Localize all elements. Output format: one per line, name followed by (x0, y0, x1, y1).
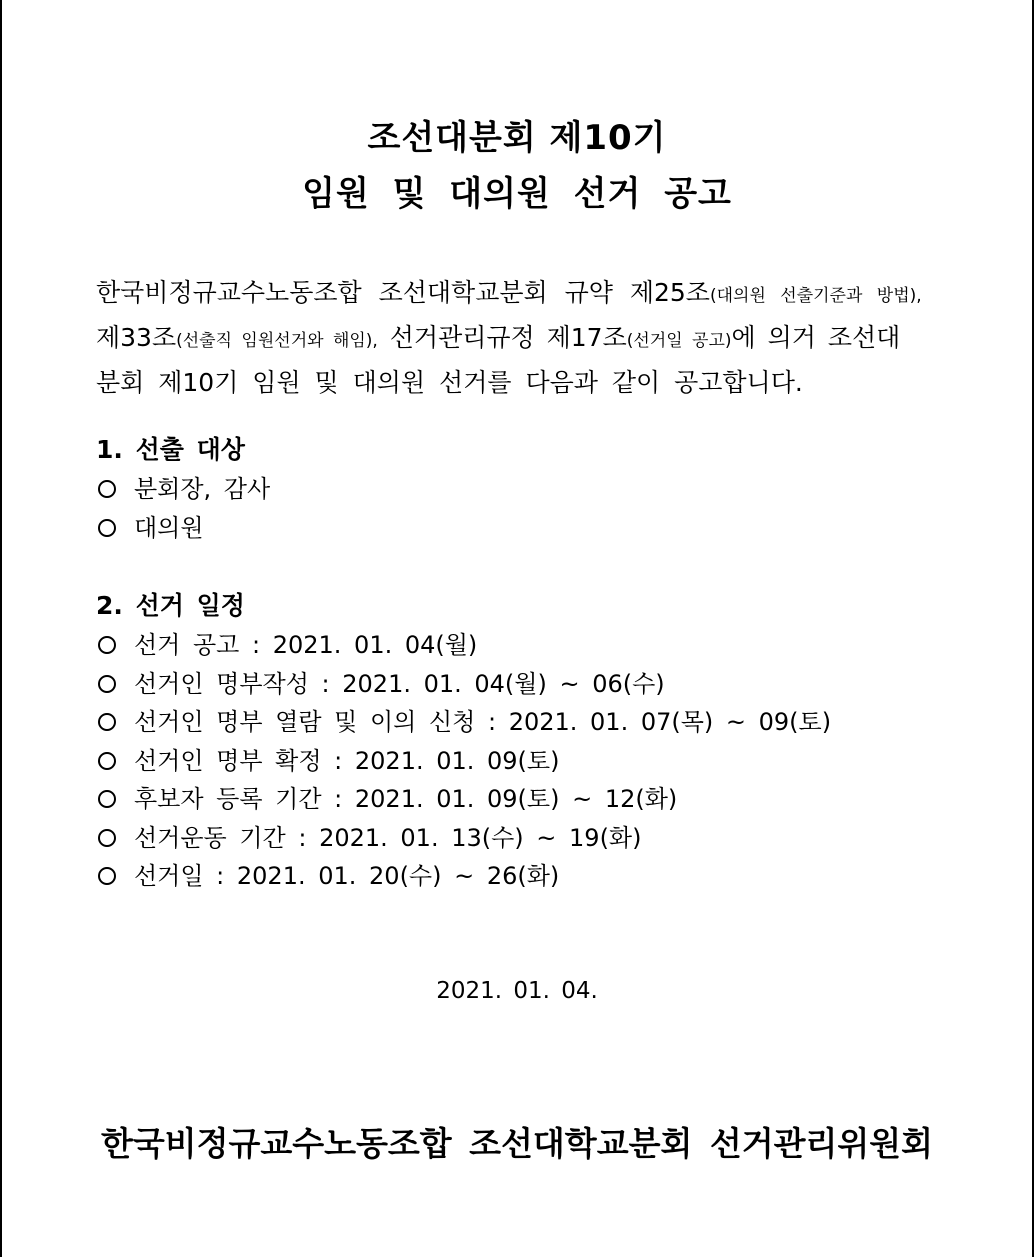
circle-bullet-icon (98, 829, 116, 847)
intro-text: 제33조 (96, 323, 177, 352)
list-item-text: 분회장, 감사 (134, 475, 271, 503)
list-item-text: 선거인 명부작성 : 2021. 01. 04(월) ~ 06(수) (134, 669, 665, 698)
list-item-text: 후보자 등록 기간 : 2021. 01. 09(토) ~ 12(화) (134, 785, 678, 813)
circle-bullet-icon (98, 867, 116, 885)
circle-bullet-icon (98, 675, 116, 693)
list-item-text: 선거일 : 2021. 01. 20(수) ~ 26(화) (134, 862, 560, 890)
list-item (96, 626, 831, 665)
circle-bullet-icon (98, 752, 116, 770)
list-item (96, 665, 831, 704)
organization-signature: 한국비정규교수노동조합 조선대학교분회 선거관리위원회 (101, 1124, 933, 1163)
intro-line-3: 분회 제10기 임원 및 대의원 선거를 다음과 같이 공고합니다. (96, 368, 803, 397)
title-line-1: 조선대분회 제10기 (367, 118, 667, 158)
intro-paragraph (96, 272, 946, 403)
notice-date: 2021. 01. 04. (436, 978, 598, 1004)
section-heading-targets: 1. 선출 대상 (96, 435, 245, 464)
list-item (96, 742, 831, 781)
list-item (96, 509, 270, 548)
list-item (96, 780, 831, 819)
circle-bullet-icon (98, 790, 116, 808)
intro-note: (대의원 선출기준과 방법), (709, 286, 922, 306)
circle-bullet-icon (98, 480, 116, 498)
intro-line-2 (96, 317, 946, 362)
list-item-text: 선거 공고 : 2021. 01. 04(월) (134, 631, 478, 659)
list-item-text: 대의원 (134, 513, 204, 542)
list-item-text: 선거인 명부 확정 : 2021. 01. 09(토) (134, 746, 560, 775)
list-item (96, 470, 270, 509)
targets-list (96, 470, 270, 547)
intro-text: 선거관리규정 제17조 (377, 323, 627, 352)
intro-text: 에 의거 조선대 (731, 323, 901, 352)
intro-text: 한국비정규교수노동조합 조선대학교분회 규약 제25조 (96, 278, 710, 307)
circle-bullet-icon (98, 713, 116, 731)
list-item (96, 819, 831, 858)
section-heading-schedule: 2. 선거 일정 (96, 591, 245, 620)
list-item-text: 선거운동 기간 : 2021. 01. 13(수) ~ 19(화) (134, 823, 642, 852)
circle-bullet-icon (98, 636, 116, 654)
title-line-2: 임원 및 대의원 선거 공고 (302, 174, 732, 214)
list-item (96, 857, 831, 896)
list-item (96, 703, 831, 742)
schedule-list (96, 626, 831, 896)
list-item-text: 선거인 명부 열람 및 이의 신청 : 2021. 01. 07(목) ~ 09(토) (134, 708, 832, 736)
intro-line-1 (96, 272, 946, 317)
circle-bullet-icon (98, 519, 116, 537)
intro-note: (선출직 임원선거와 해임), (176, 331, 378, 351)
intro-note: (선거일 공고) (626, 331, 732, 351)
